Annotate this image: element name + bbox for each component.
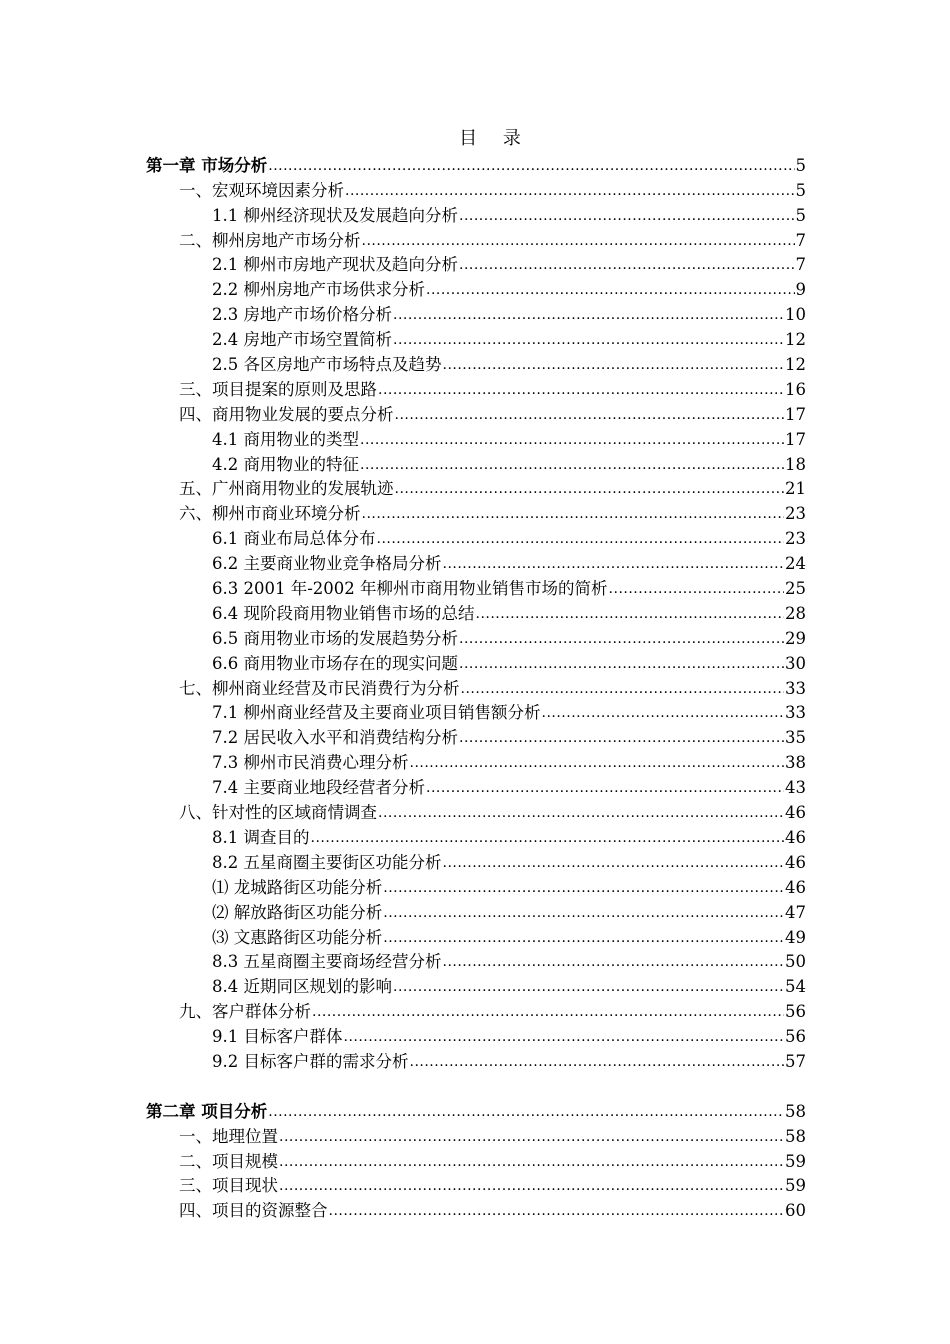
toc-entry-title: 6.1 商业布局总体分布 bbox=[212, 529, 376, 549]
toc-subsection-entry[interactable] bbox=[146, 574, 806, 599]
toc-entry-title: 二、项目规模 bbox=[179, 1151, 278, 1171]
toc-page-number: 28 bbox=[785, 603, 806, 623]
toc-page-number: 49 bbox=[785, 927, 806, 947]
toc-entry-title: 7.1 柳州商业经营及主要商业项目销售额分析 bbox=[212, 703, 541, 723]
toc-entry-title: 二、柳州房地产市场分析 bbox=[179, 230, 361, 250]
toc-entry-title: 7.2 居民收入水平和消费结构分析 bbox=[212, 728, 458, 748]
toc-entry-title: 7.3 柳州市民消费心理分析 bbox=[212, 753, 409, 773]
toc-dot-leader bbox=[476, 604, 785, 624]
toc-section-entry[interactable] bbox=[146, 226, 806, 251]
toc-entry-title: 6.2 主要商业物业竞争格局分析 bbox=[212, 554, 442, 574]
toc-page-number: 7 bbox=[795, 255, 806, 275]
toc-page-number: 29 bbox=[785, 628, 806, 648]
toc-dot-leader bbox=[393, 305, 784, 325]
toc-entry-title: 8.1 调查目的 bbox=[212, 827, 310, 847]
toc-dot-leader bbox=[443, 554, 785, 574]
toc-subsection-entry[interactable] bbox=[146, 873, 806, 898]
toc-page-number: 17 bbox=[785, 429, 806, 449]
toc-section-entry[interactable] bbox=[146, 1196, 806, 1221]
toc-dot-leader bbox=[383, 903, 784, 923]
toc-entry-title: 8.3 五星商圈主要商场经营分析 bbox=[212, 952, 442, 972]
toc-entry-title: 2.1 柳州市房地产现状及趋向分析 bbox=[212, 255, 458, 275]
toc-page-number: 33 bbox=[785, 703, 806, 723]
toc-entry-title: 三、项目提案的原则及思路 bbox=[179, 379, 377, 399]
toc-subsection-entry[interactable] bbox=[146, 300, 806, 325]
toc-entry-title: ⑶ 文惠路街区功能分析 bbox=[212, 927, 383, 947]
toc-page-number: 58 bbox=[785, 1126, 806, 1146]
toc-section-entry[interactable] bbox=[146, 798, 806, 823]
toc-page-number: 38 bbox=[785, 753, 806, 773]
toc-subsection-entry[interactable] bbox=[146, 450, 806, 475]
toc-dot-leader bbox=[268, 156, 794, 176]
toc-dot-leader bbox=[377, 529, 785, 549]
toc-dot-leader bbox=[459, 728, 784, 748]
toc-dot-leader bbox=[329, 1201, 785, 1221]
toc-entry-title: 4.2 商用物业的特征 bbox=[212, 454, 359, 474]
toc-subsection-entry[interactable] bbox=[146, 549, 806, 574]
toc-page-number: 30 bbox=[785, 653, 806, 673]
toc-page-number: 5 bbox=[795, 205, 806, 225]
toc-dot-leader bbox=[410, 1052, 785, 1072]
toc-page-number: 24 bbox=[785, 554, 806, 574]
toc-dot-leader bbox=[395, 405, 785, 425]
toc-dot-leader bbox=[311, 828, 785, 848]
toc-dot-leader bbox=[461, 679, 785, 699]
toc-dot-leader bbox=[279, 1176, 784, 1196]
toc-entry-title: 2.4 房地产市场空置简析 bbox=[212, 330, 392, 350]
toc-page-number: 46 bbox=[785, 877, 806, 897]
toc-dot-leader bbox=[344, 1027, 785, 1047]
table-of-contents bbox=[146, 151, 806, 1221]
toc-subsection-entry[interactable] bbox=[146, 275, 806, 300]
toc-dot-leader bbox=[383, 928, 784, 948]
toc-dot-leader bbox=[542, 703, 785, 723]
toc-section-entry[interactable] bbox=[146, 1172, 806, 1197]
toc-entry-title: 七、柳州商业经营及市民消费行为分析 bbox=[179, 678, 460, 698]
toc-page-number: 5 bbox=[795, 155, 806, 175]
toc-page-number: 60 bbox=[785, 1201, 806, 1221]
toc-entry-title: 一、宏观环境因素分析 bbox=[179, 180, 344, 200]
toc-section-entry[interactable] bbox=[146, 475, 806, 500]
toc-page-number: 46 bbox=[785, 803, 806, 823]
toc-section-entry[interactable] bbox=[146, 997, 806, 1022]
toc-dot-leader bbox=[609, 579, 784, 599]
toc-dot-leader bbox=[459, 629, 784, 649]
toc-page-number: 25 bbox=[785, 579, 806, 599]
toc-subsection-entry[interactable] bbox=[146, 848, 806, 873]
toc-subsection-entry[interactable] bbox=[146, 748, 806, 773]
toc-page-number: 35 bbox=[785, 728, 806, 748]
toc-section-entry[interactable] bbox=[146, 1122, 806, 1147]
toc-entry-title: 6.5 商用物业市场的发展趋势分析 bbox=[212, 628, 458, 648]
toc-subsection-entry[interactable] bbox=[146, 201, 806, 226]
toc-subsection-entry[interactable] bbox=[146, 948, 806, 973]
toc-page-number: 50 bbox=[785, 952, 806, 972]
toc-page-number: 43 bbox=[785, 778, 806, 798]
toc-subsection-entry[interactable] bbox=[146, 773, 806, 798]
toc-page-number: 57 bbox=[785, 1051, 806, 1071]
toc-page-number: 7 bbox=[795, 230, 806, 250]
toc-dot-leader bbox=[459, 654, 784, 674]
toc-entry-title: 9.2 目标客户群的需求分析 bbox=[212, 1051, 409, 1071]
toc-dot-leader bbox=[279, 1127, 784, 1147]
toc-dot-leader bbox=[312, 1002, 784, 1022]
toc-subsection-entry[interactable] bbox=[146, 823, 806, 848]
toc-entry-title: 6.3 2001 年-2002 年柳州市商用物业销售市场的简析 bbox=[212, 579, 608, 599]
toc-dot-leader bbox=[360, 455, 784, 475]
toc-page-number: 18 bbox=[785, 454, 806, 474]
toc-dot-leader bbox=[410, 753, 785, 773]
toc-entry-title: 五、广州商用物业的发展轨迹 bbox=[179, 479, 394, 499]
toc-dot-leader bbox=[459, 255, 795, 275]
toc-entry-title: 八、针对性的区域商情调查 bbox=[179, 803, 377, 823]
toc-subsection-entry[interactable] bbox=[146, 251, 806, 276]
toc-page-number: 46 bbox=[785, 852, 806, 872]
toc-section-entry[interactable] bbox=[146, 375, 806, 400]
toc-page-number: 23 bbox=[785, 529, 806, 549]
toc-entry-title: 4.1 商用物业的类型 bbox=[212, 429, 359, 449]
toc-subsection-entry[interactable] bbox=[146, 923, 806, 948]
toc-entry-title: 7.4 主要商业地段经营者分析 bbox=[212, 778, 425, 798]
toc-entry-title: 2.5 各区房地产市场特点及趋势 bbox=[212, 355, 442, 375]
toc-entry-title: 第二章 项目分析 bbox=[146, 1101, 268, 1121]
toc-dot-leader bbox=[268, 1102, 784, 1122]
toc-subsection-entry[interactable] bbox=[146, 325, 806, 350]
toc-entry-title: 一、地理位置 bbox=[179, 1126, 278, 1146]
toc-page-number: 5 bbox=[795, 180, 806, 200]
toc-chapter-entry[interactable] bbox=[146, 151, 806, 176]
toc-page-number: 23 bbox=[785, 504, 806, 524]
toc-section-entry[interactable] bbox=[146, 400, 806, 425]
toc-dot-leader bbox=[345, 181, 795, 201]
toc-page-number: 12 bbox=[785, 330, 806, 350]
toc-subsection-entry[interactable] bbox=[146, 350, 806, 375]
page-title: 目 录 bbox=[459, 128, 531, 149]
toc-dot-leader bbox=[378, 380, 784, 400]
toc-page-number: 54 bbox=[785, 977, 806, 997]
toc-entry-title: 2.3 房地产市场价格分析 bbox=[212, 305, 392, 325]
toc-subsection-entry[interactable] bbox=[146, 898, 806, 923]
toc-entry-title: ⑵ 解放路街区功能分析 bbox=[212, 902, 383, 922]
toc-section-entry[interactable] bbox=[146, 176, 806, 201]
toc-dot-leader bbox=[393, 977, 784, 997]
toc-page-number: 9 bbox=[795, 280, 806, 300]
toc-entry-title: ⑴ 龙城路街区功能分析 bbox=[212, 877, 383, 897]
toc-subsection-entry[interactable] bbox=[146, 699, 806, 724]
toc-dot-leader bbox=[459, 206, 795, 226]
toc-subsection-entry[interactable] bbox=[146, 524, 806, 549]
toc-page-number: 58 bbox=[785, 1101, 806, 1121]
toc-entry-title: 8.4 近期同区规划的影响 bbox=[212, 977, 392, 997]
toc-dot-leader bbox=[426, 280, 795, 300]
toc-subsection-entry[interactable] bbox=[146, 1022, 806, 1047]
toc-entry-title: 四、商用物业发展的要点分析 bbox=[179, 404, 394, 424]
toc-entry-title: 6.6 商用物业市场存在的现实问题 bbox=[212, 653, 458, 673]
toc-section-entry[interactable] bbox=[146, 499, 806, 524]
toc-entry-title: 四、项目的资源整合 bbox=[179, 1201, 328, 1221]
toc-page-number: 46 bbox=[785, 827, 806, 847]
toc-subsection-entry[interactable] bbox=[146, 649, 806, 674]
toc-dot-leader bbox=[443, 853, 785, 873]
toc-dot-leader bbox=[426, 778, 784, 798]
toc-dot-leader bbox=[443, 355, 785, 375]
toc-dot-leader bbox=[395, 479, 785, 499]
toc-page-number: 56 bbox=[785, 1027, 806, 1047]
toc-subsection-entry[interactable] bbox=[146, 624, 806, 649]
toc-subsection-entry[interactable] bbox=[146, 972, 806, 997]
toc-page-number: 21 bbox=[785, 479, 806, 499]
toc-dot-leader bbox=[360, 430, 784, 450]
toc-entry-title: 6.4 现阶段商用物业销售市场的总结 bbox=[212, 603, 475, 623]
toc-entry-title: 三、项目现状 bbox=[179, 1176, 278, 1196]
toc-subsection-entry[interactable] bbox=[146, 723, 806, 748]
toc-dot-leader bbox=[362, 231, 795, 251]
toc-dot-leader bbox=[378, 803, 784, 823]
toc-dot-leader bbox=[393, 330, 784, 350]
toc-page-number: 12 bbox=[785, 355, 806, 375]
toc-chapter-entry[interactable] bbox=[146, 1097, 806, 1122]
toc-subsection-entry[interactable] bbox=[146, 1047, 806, 1072]
toc-spacer bbox=[146, 1072, 806, 1097]
toc-entry-title: 9.1 目标客户群体 bbox=[212, 1027, 343, 1047]
toc-page-number: 47 bbox=[785, 902, 806, 922]
toc-entry-title: 六、柳州市商业环境分析 bbox=[179, 504, 361, 524]
toc-entry-title: 1.1 柳州经济现状及发展趋向分析 bbox=[212, 205, 458, 225]
toc-section-entry[interactable] bbox=[146, 1147, 806, 1172]
toc-page-number: 59 bbox=[785, 1176, 806, 1196]
toc-dot-leader bbox=[383, 878, 784, 898]
toc-subsection-entry[interactable] bbox=[146, 425, 806, 450]
toc-entry-title: 2.2 柳州房地产市场供求分析 bbox=[212, 280, 425, 300]
toc-page-number: 17 bbox=[785, 404, 806, 424]
toc-subsection-entry[interactable] bbox=[146, 599, 806, 624]
toc-page-number: 56 bbox=[785, 1002, 806, 1022]
toc-entry-title: 8.2 五星商圈主要街区功能分析 bbox=[212, 852, 442, 872]
toc-dot-leader bbox=[362, 504, 785, 524]
toc-entry-title: 九、客户群体分析 bbox=[179, 1002, 311, 1022]
toc-page-number: 33 bbox=[785, 678, 806, 698]
toc-section-entry[interactable] bbox=[146, 674, 806, 699]
toc-page-number: 10 bbox=[785, 305, 806, 325]
toc-dot-leader bbox=[279, 1152, 784, 1172]
toc-page-number: 16 bbox=[785, 379, 806, 399]
toc-page-number: 59 bbox=[785, 1151, 806, 1171]
toc-dot-leader bbox=[443, 952, 785, 972]
toc-entry-title: 第一章 市场分析 bbox=[146, 155, 268, 175]
